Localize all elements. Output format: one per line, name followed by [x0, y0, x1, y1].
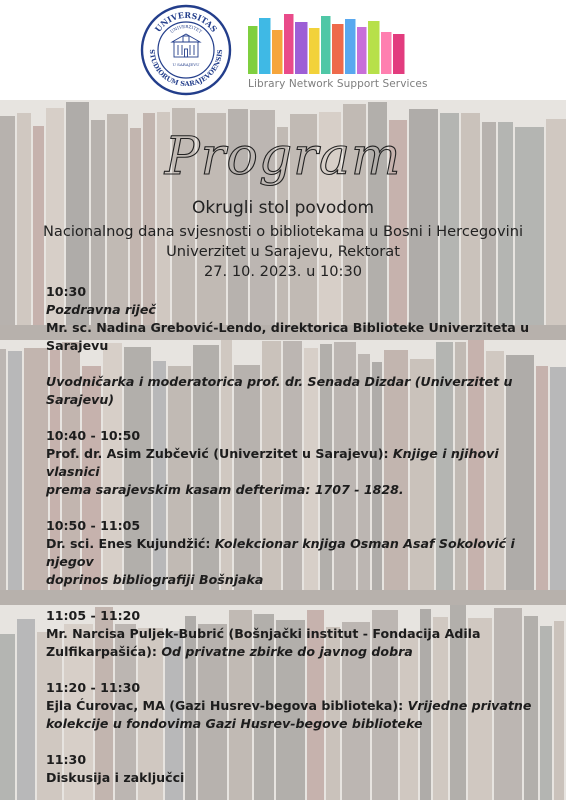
svg-text:U SARAJEVU: U SARAJEVU	[172, 62, 200, 67]
agenda-item	[46, 517, 536, 589]
agenda-time: 11:20 - 11:30	[46, 680, 141, 695]
agenda-title: Pozdravna riječ	[46, 302, 156, 317]
agenda-time: 11:30	[46, 752, 87, 767]
event-subtitle: Okrugli stol povodom	[191, 198, 375, 218]
partner-name: Library Network Support Services	[248, 78, 428, 90]
agenda-topic: Kolekcionar knjiga Osman Asaf Sokolović i njegov	[46, 536, 515, 569]
event-venue: Univerzitet u Sarajevu, Rektorat	[166, 243, 400, 260]
svg-text:UNIVERSITAS: UNIVERSITAS	[152, 9, 220, 34]
agenda-moderator: Uvodničarka i moderatorica prof. dr. Senada Dizdar (Univerzitet u	[46, 374, 513, 389]
event-occasion: Nacionalnog dana svjesnosti o bibliotekama u Bosni i Hercegovini	[42, 223, 524, 240]
agenda-talk	[46, 445, 536, 481]
agenda-topic: Od privatne zbirke do javnog dobra	[161, 644, 413, 659]
agenda-title: Diskusija i zaključci	[46, 770, 185, 785]
agenda-item	[46, 607, 536, 661]
agenda-talk	[46, 643, 536, 661]
agenda-item	[46, 751, 536, 787]
agenda-speaker: Mr. Narcisa Puljek-Bubrić (Bošnjački institut - Fondacija Adila	[46, 626, 481, 641]
agenda-speaker: Prof. dr. Asim Zubčević (Univerzitet u Sarajevu):	[46, 446, 393, 461]
agenda-talk	[46, 535, 536, 571]
agenda-topic-cont: kolekcije u fondovima Gazi Husrev-begove biblioteke	[46, 716, 423, 731]
agenda-speaker-cont: Zulfikarpašića):	[46, 644, 162, 659]
agenda-time: 10:30	[46, 284, 87, 299]
agenda-speaker: Dr. sci. Enes Kujundžić:	[46, 536, 215, 551]
agenda-time: 10:40 - 10:50	[46, 428, 141, 443]
agenda-item	[46, 679, 536, 733]
agenda-talk	[46, 697, 536, 715]
agenda-moderator-cont: Sarajevu)	[46, 392, 115, 407]
event-date: 27. 10. 2023. u 10:30	[203, 263, 363, 280]
svg-text:UNIVERZITET: UNIVERZITET	[169, 23, 203, 35]
agenda-topic-cont: doprinos bibliografiji Bošnjaka	[46, 572, 264, 587]
agenda-speaker: Ejla Ćurovac, MA (Gazi Husrev-begova biblioteka):	[46, 698, 408, 713]
svg-text:STUDIORUM SARAJEVOENSIS: STUDIORUM SARAJEVOENSIS	[147, 49, 225, 89]
agenda-speaker-cont: Sarajevu	[46, 338, 109, 353]
agenda-topic: Knjige i njihovi vlasnici	[46, 446, 499, 479]
agenda-time: 10:50 - 11:05	[46, 518, 141, 533]
agenda-item	[46, 283, 536, 409]
agenda-topic: Vrijedne privatne	[407, 698, 532, 713]
svg-text:Program: Program	[164, 127, 402, 187]
program-title	[150, 108, 416, 204]
agenda-speaker: Mr. sc. Nadina Grebović-Lendo, direktorica Biblioteke Univerziteta u	[46, 320, 530, 335]
agenda-time: 11:05 - 11:20	[46, 608, 141, 623]
agenda-item	[46, 427, 536, 499]
agenda-topic-cont: prema sarajevskim kasam defterima: 1707 - 1828.	[46, 482, 404, 497]
agenda-list	[46, 283, 536, 787]
